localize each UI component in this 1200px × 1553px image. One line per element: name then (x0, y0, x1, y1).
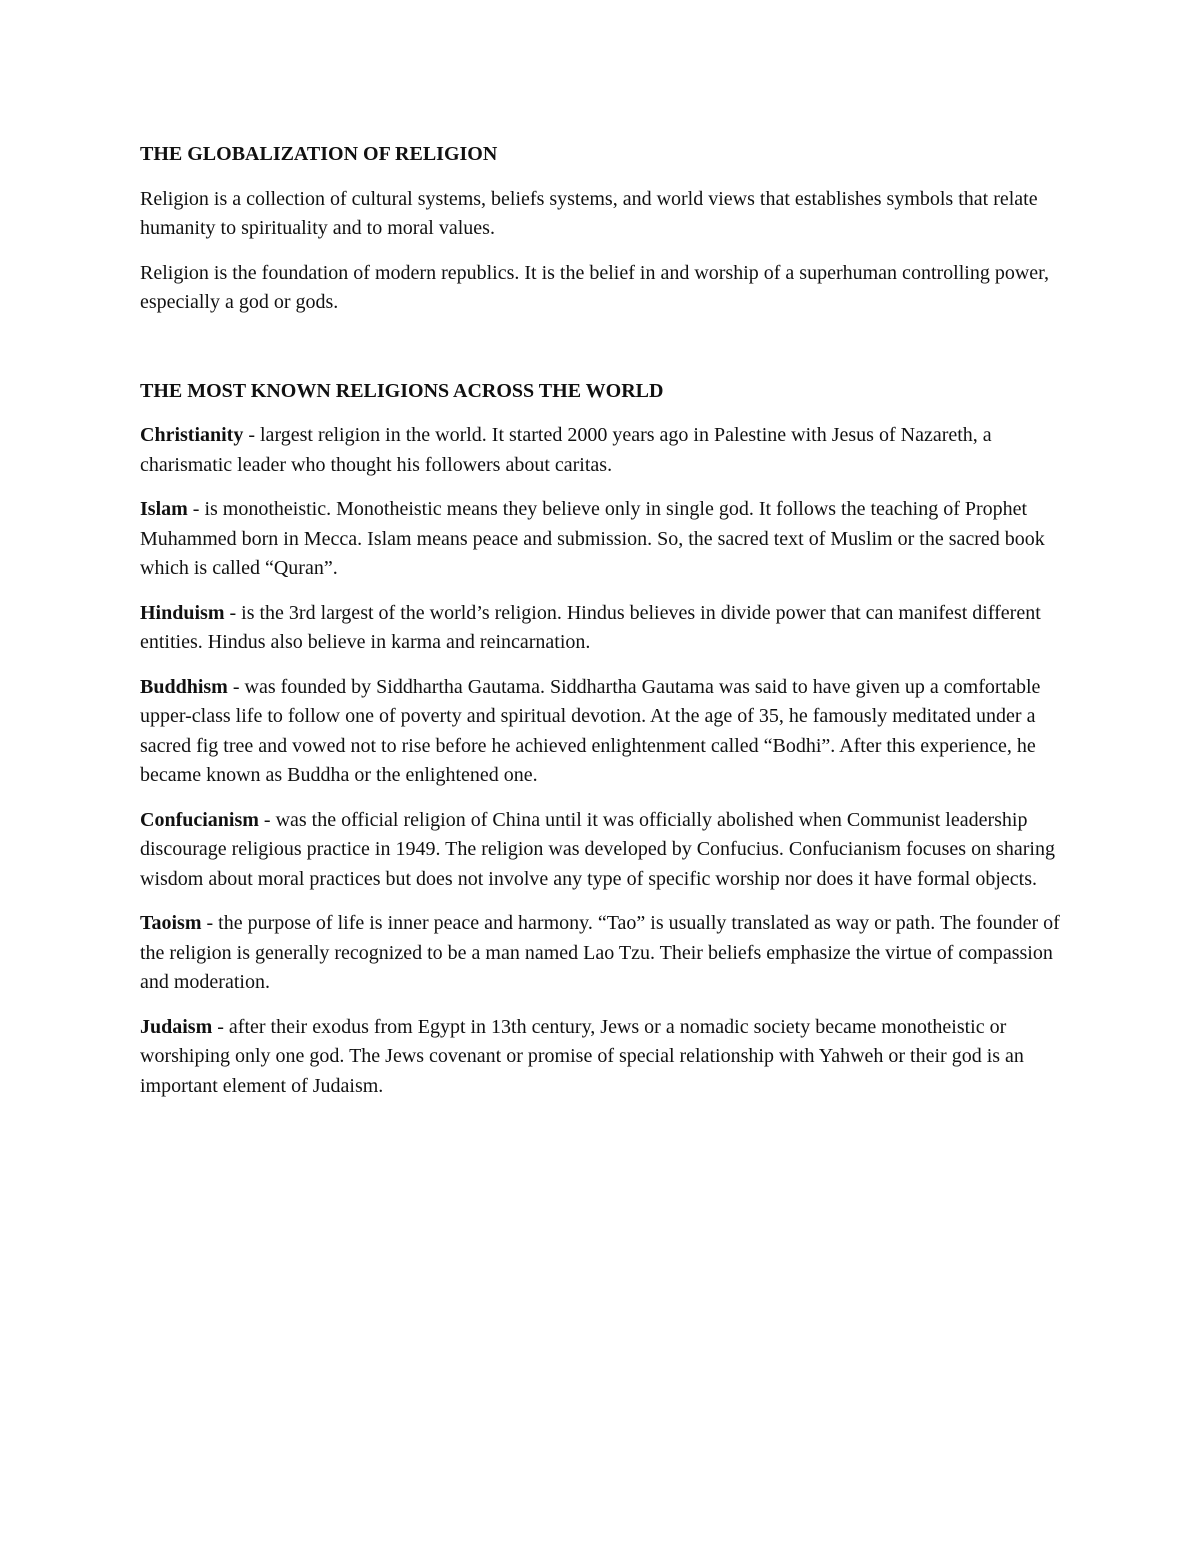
religion-name: Judaism (140, 1015, 213, 1038)
religion-entry-christianity (140, 421, 1060, 480)
religion-name: Islam (140, 498, 188, 520)
religion-name: Confucianism (140, 808, 259, 831)
religion-name: Christianity (140, 424, 244, 446)
section-title: THE MOST KNOWN RELIGIONS ACROSS THE WORLD (140, 379, 664, 402)
religion-entry-taoism (140, 909, 1060, 998)
religion-entry-confucianism (140, 806, 1060, 895)
religion-description: - largest religion in the world. It started 2000 years ago in Palestine with Jesus of Nazareth, a charismatic leader who thought his followers about caritas. (140, 424, 992, 476)
religion-entry-hinduism (140, 599, 1060, 658)
religion-entry-buddhism (140, 673, 1060, 791)
religion-description: - after their exodus from Egypt in 13th century, Jews or a nomadic society became monotheistic or worshiping only one god. The Jews covenant or promise of special relationship with Yahweh or their god is an important element of Judaism. (140, 1015, 1024, 1097)
religion-entry-judaism (140, 1013, 1060, 1102)
religion-description: - is the 3rd largest of the world’s religion. Hindus believes in divide power that can manifest different entities. Hindus also believe in karma and reincarnation. (140, 601, 1041, 653)
intro-paragraph: Religion is a collection of cultural systems, beliefs systems, and world views that establishes symbols that relate humanity to spirituality and to moral values. (140, 187, 1038, 239)
religion-name: Hinduism (140, 601, 225, 624)
religion-entry-islam (140, 495, 1060, 584)
spacer (140, 333, 1060, 377)
intro-paragraph: Religion is the foundation of modern republics. It is the belief in and worship of a superhuman controlling power, especially a god or gods. (140, 261, 1050, 313)
document-body (140, 140, 1060, 1116)
religion-description: - was founded by Siddhartha Gautama. Siddhartha Gautama was said to have given up a comfortable upper-class life to follow one of poverty and spiritual devotion. At the age of 35, he famously meditated under a sacred fig tree and vowed not to rise before he achieved enlightenment called “Bodhi”. After this experience, he became known as Buddha or the enlightened one. (140, 675, 1041, 786)
religion-name: Taoism (140, 912, 202, 934)
religion-description: - is monotheistic. Monotheistic means they believe only in single god. It follows the teaching of Prophet Muhammed born in Mecca. Islam means peace and submission. So, the sacred text of Muslim or the sacred book which is called “Quran”. (140, 498, 1045, 579)
religion-description: - was the official religion of China until it was officially abolished when Communist leadership discourage religious practice in 1949. The religion was developed by Confucius. Confucianism focuses on sharing wisdom about moral practices but does not involve any type of specific worship nor does it have formal objects. (140, 808, 1055, 890)
document-title: THE GLOBALIZATION OF RELIGION (140, 143, 498, 165)
religion-description: - the purpose of life is inner peace and harmony. “Tao” is usually translated as way or path. The founder of the religion is generally recognized to be a man named Lao Tzu. Their beliefs emphasize the virtue of compassion and moderation. (140, 912, 1060, 993)
religion-name: Buddhism (140, 675, 228, 698)
